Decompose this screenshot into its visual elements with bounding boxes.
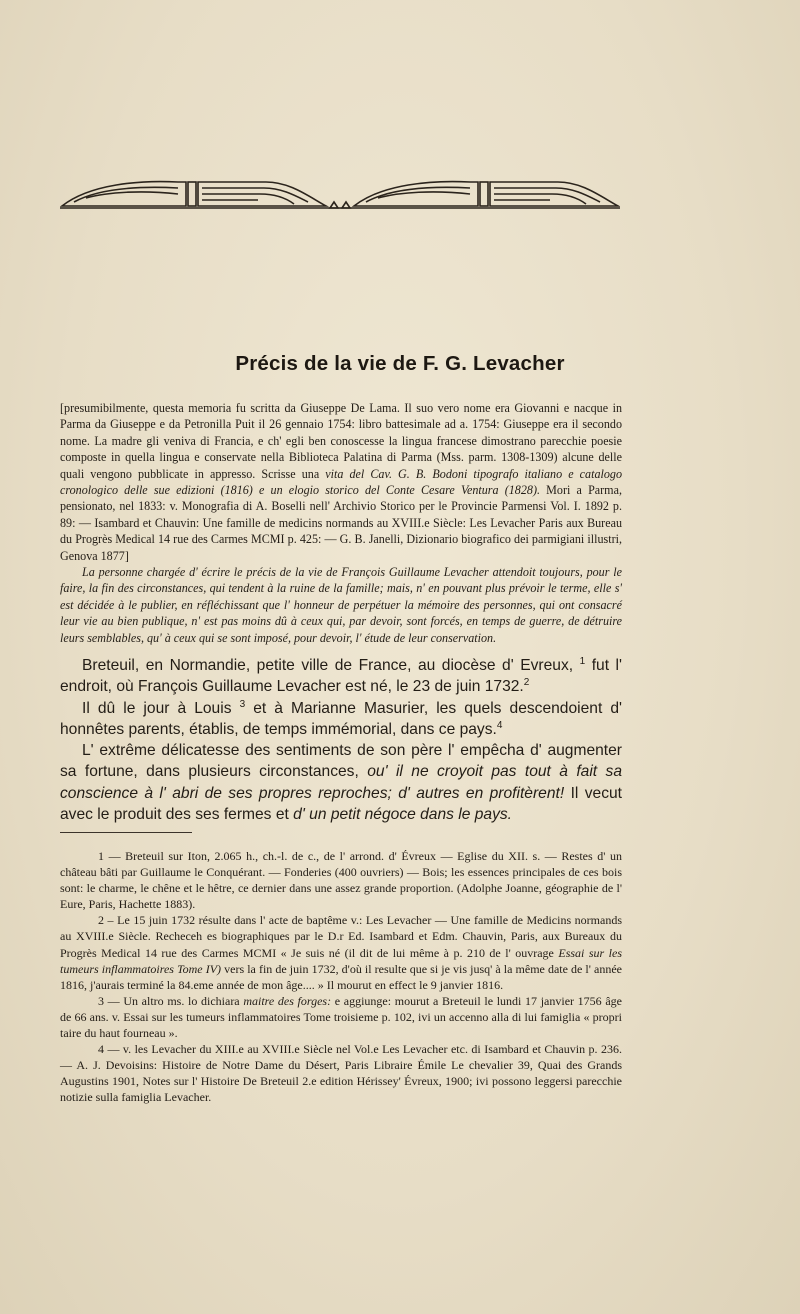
footnote-2-text-a: 2 – Le 15 juin 1732 résulte dans l' acte de baptême v.: Les Levacher — Une famille de Medicins normands au XVIII.e Siècle. Recheceh es biographiques par le D.r Ed. Isambard et Edm. Chauvin, Paris, aux Bureaux du Progrès Medical 14 rue des Carmes MCMI « Je suis né (il dit de lui même à p. 210 de l' ouvrage	[60, 913, 622, 960]
footnote-2-text-b: vers la fin de juin 1732, d'où il resulte que si je vis jusq' à la même date de l' année 1816, j'aurais terminé la 84.eme année de mon âge.... » Il mourut en effect le 9 janvier 1816.	[60, 961, 622, 992]
footnote-ref-4: 4	[496, 719, 503, 731]
paragraph-1-text-a: Breteuil, en Normandie, petite ville de France, au diocèse d' Evreux,	[82, 657, 574, 674]
paragraph-3-text-b: Il vecut avec le produit des ses fermes et	[60, 784, 622, 824]
paragraph-3-italic: ou' il ne croyoit pas tout à fait sa conscience à l' abri de ses propres reproches; d' autres en profitèrent!	[60, 763, 623, 802]
paragraph-3	[60, 740, 622, 825]
editor-note-titles: vita del Cav. G. B. Bodoni tipografo italiano e catalogo cronologico delle sue edizioni (1816) e un elogio storico del Conte Cesare Ventura (1828).	[60, 466, 623, 498]
footnote-2-italic: Essai sur les tumeurs inflammatoires Tome IV)	[60, 945, 622, 976]
paragraph-3-italic-2: d' un petit négoce dans le pays.	[293, 806, 513, 824]
footnote-ref-1: 1	[579, 655, 586, 667]
footnote-3-text-a: 3 — Un altro ms. lo dichiara	[98, 993, 240, 1008]
footnote-3-text-b: e aggiunge: mourut a Breteuil le lundi 17 janvier 1756 âge de 66 ans. v. Essai sur les tumeurs inflammatoires Tome troisieme p. 102, ivi un accenno alla di lui famiglia « propri taire du haut fourneau ».	[60, 993, 623, 1041]
footnote-1: 1 — Breteuil sur Iton, 2.065 h., ch.-l. de c., de l' arrond. d' Évreux — Eglise du XII. s. — Restes d' un château bâti par Guillaume le Conquérant. — Fonderies (400 ouvriers) — Bois; les essences principales de ces bois sont: le charme, le chêne et le hêtre, ce dernier dans une assez grande proportion. (Adolphe Joanne, géographie de l' Eure, Paris, Hachette 1883).	[60, 849, 622, 912]
decorative-header-ornament	[60, 176, 620, 210]
paragraph-2	[60, 698, 622, 741]
footnote-4: 4 — v. les Levacher du XIII.e au XVIII.e Siècle nel Vol.e Les Levacher etc. di Isambard et Chauvin p. 236. — A. J. Devoisins: Histoire de Notre Dame du Désert, Paris Libraire Émile Le chevalier 39, Quai des Grands Augustins 1901, Notes sur l' Histoire De Breteuil 2.e edition Hérissey' Évreux, 1900; ivi possono leggersi parecchie notizie sulla famiglia Levacher.	[60, 1042, 622, 1105]
editor-note-rest: Mori a Parma, pensionato, nel 1833: v. Monografia di A. Boselli nell' Archivio Storico per le Provincie Parmensi Vol. I. 1892 p. 89: — Isambard et Chauvin: Une famille de medicins normands au XVIII.e Siècle: Les Levacher Paris aux Bureau du Progrès Medical 14 rue des Carmes MCMI p. 425: — G. B. Janelli, Dizionario biografico dei parmigiani illustri, Genova 1877]	[60, 483, 622, 563]
footnote-ref-3: 3	[239, 698, 246, 710]
footnotes	[60, 848, 622, 1106]
paragraph-1-text-b: fut l' endroit, où François Guillaume Levacher est né, le 23 de juin 1732.	[60, 657, 622, 696]
paragraph-2-text-b: et à Marianne Masurier, les quels descendoient d' honnêtes parents, établis, de temps immémorial, dans ce pays.	[60, 699, 622, 738]
editor-note	[60, 400, 622, 564]
paragraph-1	[60, 655, 622, 698]
page-title: Précis de la vie de F. G. Levacher	[235, 352, 565, 375]
footnote-3-italic: maitre des forges:	[243, 993, 332, 1008]
paragraph-2-text-a: Il dû le jour à Louis	[82, 699, 232, 717]
footnote-ref-2: 2	[523, 677, 530, 689]
editor-note-text: [presumibilmente, questa memoria fu scritta da Giuseppe De Lama. Il suo vero nome era Giovanni e nacque in Parma da Giuseppe e da Petronilla Puit il 26 gennaio 1754: libro battesimale ad a. 1754: Giuseppe era il secondo nome. La madre gli veniva di Francia, e ch' egli ben conoscesse la lingua francese dimostrano parecchie poesie composte in quella lingua e conservate nella Biblioteca Palatina di Parma (Mss. parm. 1308-1309) alcune delle quali vengono pubblicate in appresso. Scrisse una	[60, 401, 622, 481]
footnote-divider	[60, 832, 192, 833]
intro-block	[60, 400, 622, 646]
footnote-2	[60, 912, 622, 992]
main-text	[60, 655, 622, 825]
footnote-3	[60, 993, 622, 1041]
paragraph-3-text-a: L' extrême délicatesse des sentiments de son père l' empêcha d' augmenter sa fortune, dans plusieurs circonstances,	[60, 742, 622, 781]
preface-quote: La personne chargée d' écrire le précis de la vie de François Guillaume Levacher attendoit toujours, pour le faire, la fin des circonstances, qui tendent à la ruine de la famille; mais, n' en pouvant plus prévoir le terme, elle s' est décidée à le publier, en réfléchissant que l' honneur de perpétuer la mémoire des personnes, qui ont consacré leur vie au bien publique, n' est pas moins dû à ceux qui, par devoir, sont forcés, en temps de guerre, de détruire leurs semblables, qu' à ceux qui se sont imposé, pour devoir, l' étude de leur conservation.	[60, 565, 622, 645]
